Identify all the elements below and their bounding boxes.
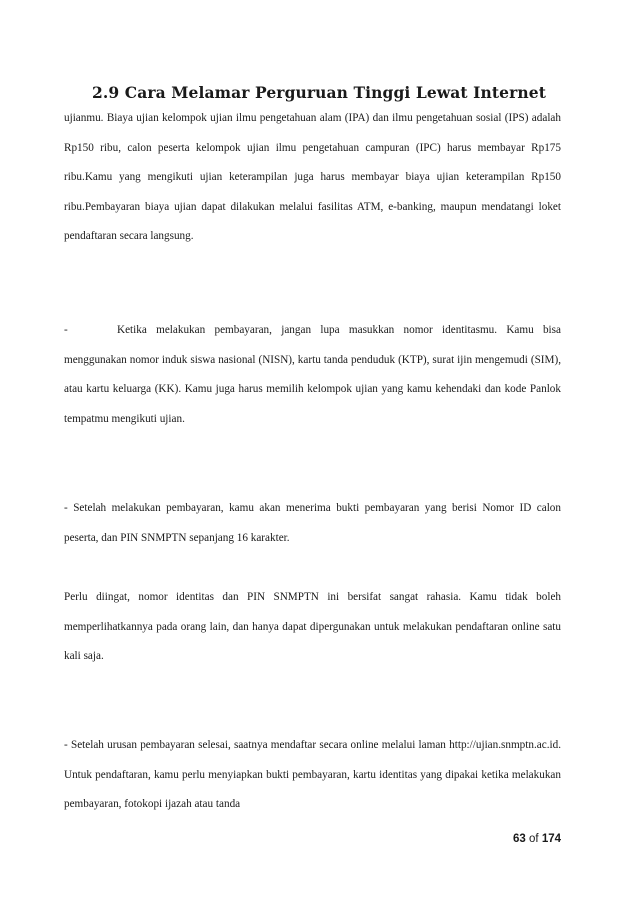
page-of: of <box>529 833 539 845</box>
paragraph-confidential-note <box>64 583 561 672</box>
paragraph-text: Ketika melakukan pembayaran, jangan lupa masukkan nomor identitasmu. Kamu bisa menggunakan nomor induk siswa nasional (NISN), kartu tanda penduduk (KTP), surat ijin mengemudi (SIM), atau kartu keluarga (KK). Kamu juga harus memilih kelompok ujian yang kamu kehendaki dan kode Panlok tempatmu mengikuti ujian. <box>64 324 561 425</box>
paragraph-text: - Setelah urusan pembayaran selesai, saatnya mendaftar secara online melalui laman http://ujian.snmptn.ac.id. Untuk pendaftaran, kamu perlu menyiapkan bukti pembayaran, kartu identitas yang dipakai ketika melakukan pembayaran, fotokopi ijazah atau tanda <box>64 739 561 811</box>
paragraph-exam-fees <box>64 104 561 252</box>
section-heading: 2.9 Cara Melamar Perguruan Tinggi Lewat Internet <box>92 83 546 102</box>
paragraph-identity-number <box>64 316 561 434</box>
paragraph-text: Perlu diingat, nomor identitas dan PIN SNMPTN ini bersifat sangat rahasia. Kamu tidak boleh memperlihatkannya pada orang lain, dan hanya dapat dipergunakan untuk melakukan pendaftaran online satu kali saja. <box>64 591 561 663</box>
page-total: 174 <box>541 833 561 845</box>
page-current: 63 <box>513 833 526 845</box>
paragraph-text: ujianmu. Biaya ujian kelompok ujian ilmu pengetahuan alam (IPA) dan ilmu pengetahuan sosial (IPS) adalah Rp150 ribu, calon peserta kelompok ujian ilmu pengetahuan campuran (IPC) harus membayar Rp175 ribu.Kamu yang mengikuti ujian keterampilan juga harus membayar biaya ujian keterampilan Rp150 ribu.Pembayaran biaya ujian dapat dilakukan melalui fasilitas ATM, e-banking, maupun mendatangi loket pendaftaran secara langsung. <box>64 112 561 243</box>
bullet-dash: - <box>64 324 68 336</box>
paragraph-payment-receipt <box>64 494 561 553</box>
page-number <box>513 833 561 845</box>
paragraph-online-registration <box>64 731 561 820</box>
paragraph-text: - Setelah melakukan pembayaran, kamu akan menerima bukti pembayaran yang berisi Nomor ID calon peserta, dan PIN SNMPTN sepanjang 16 karakter. <box>64 502 561 544</box>
